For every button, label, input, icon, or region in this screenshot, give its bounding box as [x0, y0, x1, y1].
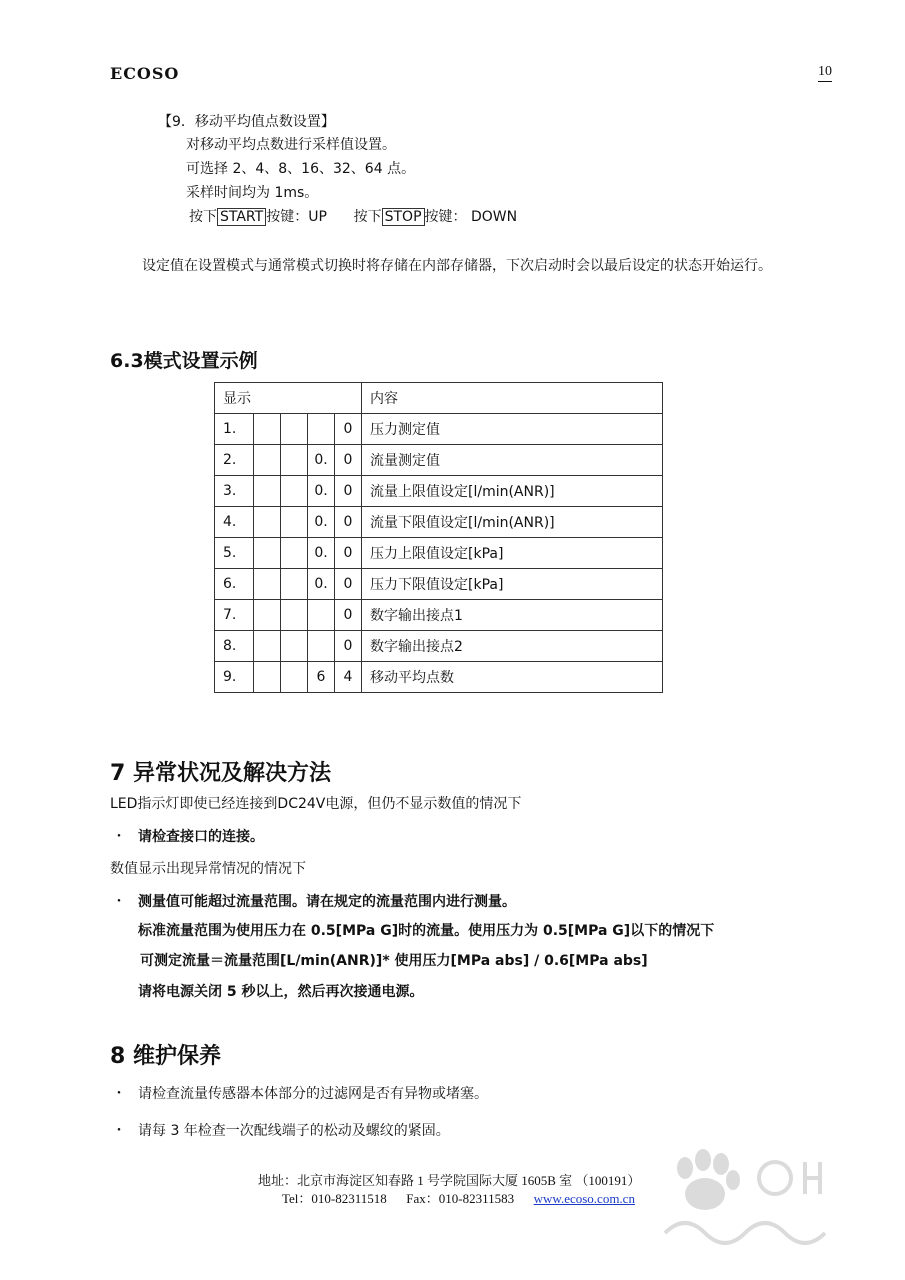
down-label: 按键： DOWN — [424, 209, 518, 225]
row-number: 6. — [215, 569, 254, 600]
case1-bullet: 请检查接口的连接。 — [138, 829, 264, 845]
digit-cell — [254, 507, 281, 538]
footer-contact — [282, 1188, 635, 1207]
press-label: 按下 — [353, 209, 382, 225]
header-display: 显示 — [215, 383, 362, 414]
section8-title: 8 维护保养 — [110, 1044, 221, 1069]
section9-line: 可选择 2、4、8、16、32、64 点。 — [186, 161, 416, 177]
digit-cell — [281, 414, 308, 445]
watermark-paw-icon — [625, 1138, 865, 1258]
digit-cell: 0 — [335, 414, 362, 445]
brand-logo: ECOSO — [110, 64, 180, 83]
digit-cell — [281, 476, 308, 507]
digit-cell — [281, 569, 308, 600]
maintenance-item: 请每 3 年检查一次配线端子的松动及螺纹的紧固。 — [138, 1123, 450, 1139]
row-number: 7. — [215, 600, 254, 631]
case2-text: 数值显示出现异常情况的情况下 — [110, 861, 306, 877]
stop-key: STOP — [382, 208, 425, 226]
digit-cell — [281, 631, 308, 662]
digit-cell — [281, 507, 308, 538]
start-key: START — [217, 208, 266, 226]
digit-cell — [254, 538, 281, 569]
row-number: 2. — [215, 445, 254, 476]
digit-cell: 0 — [335, 507, 362, 538]
section9-line: 采样时间均为 1ms。 — [186, 185, 319, 201]
table-row — [215, 662, 663, 693]
digit-cell: 0 — [335, 445, 362, 476]
digit-cell — [254, 414, 281, 445]
digit-cell — [254, 445, 281, 476]
row-content: 压力上限值设定[kPa] — [362, 538, 663, 569]
digit-cell: 4 — [335, 662, 362, 693]
table-row — [215, 476, 663, 507]
digit-cell: 0. — [308, 507, 335, 538]
table-row — [215, 507, 663, 538]
row-number: 8. — [215, 631, 254, 662]
digit-cell — [308, 414, 335, 445]
digit-cell: 0 — [335, 600, 362, 631]
bullet-dot: ・ — [112, 894, 126, 910]
case2-line: 标准流量范围为使用压力在 0.5[MPa G]时的流量。使用压力为 0.5[MPa G]以下的情况下 — [138, 923, 715, 939]
row-content: 压力测定值 — [362, 414, 663, 445]
digit-cell: 0. — [308, 445, 335, 476]
maintenance-item: 请检查流量传感器本体部分的过滤网是否有异物或堵塞。 — [138, 1086, 488, 1102]
bullet-dot: ・ — [112, 829, 126, 845]
mode-table — [214, 382, 663, 693]
table-row — [215, 414, 663, 445]
digit-cell — [254, 600, 281, 631]
case2-formula: 可测定流量＝流量范围[L/min(ANR)]* 使用压力[MPa abs] / 0.6[MPa abs] — [140, 953, 648, 969]
table-header-row — [215, 383, 663, 414]
digit-cell: 0. — [308, 476, 335, 507]
section9-line: 对移动平均点数进行采样值设置。 — [186, 137, 396, 153]
digit-cell — [254, 631, 281, 662]
digit-cell: 6 — [308, 662, 335, 693]
digit-cell — [254, 662, 281, 693]
digit-cell — [308, 600, 335, 631]
digit-cell: 0. — [308, 538, 335, 569]
row-number: 9. — [215, 662, 254, 693]
digit-cell — [308, 631, 335, 662]
row-number: 3. — [215, 476, 254, 507]
row-number: 4. — [215, 507, 254, 538]
case1-text: LED指示灯即使已经连接到DC24V电源，但仍不显示数值的情况下 — [110, 796, 522, 812]
footer-address: 地址：北京市海淀区知春路 1 号学院国际大厦 1605B 室 （100191） — [258, 1173, 641, 1188]
table-row — [215, 569, 663, 600]
row-number: 1. — [215, 414, 254, 445]
table-row — [215, 445, 663, 476]
bullet-dot: ・ — [112, 1086, 126, 1102]
digit-cell — [281, 538, 308, 569]
row-content: 数字输出接点2 — [362, 631, 663, 662]
section9-key-line — [189, 205, 517, 229]
row-content: 数字输出接点1 — [362, 600, 663, 631]
table-row — [215, 631, 663, 662]
row-content: 流量下限值设定[l/min(ANR)] — [362, 507, 663, 538]
row-number: 5. — [215, 538, 254, 569]
digit-cell — [281, 662, 308, 693]
digit-cell: 0. — [308, 569, 335, 600]
case2-line: 请将电源关闭 5 秒以上，然后再次接通电源。 — [138, 984, 424, 1000]
section9-title: 【9．移动平均值点数设置】 — [158, 114, 335, 130]
digit-cell — [281, 445, 308, 476]
section7-title: 7 异常状况及解决方法 — [110, 761, 331, 786]
footer-tel: Tel：010-82311518 — [282, 1191, 387, 1206]
digit-cell: 0 — [335, 538, 362, 569]
table-row — [215, 538, 663, 569]
header-content: 内容 — [362, 383, 663, 414]
row-content: 压力下限值设定[kPa] — [362, 569, 663, 600]
page-number: 10 — [818, 64, 832, 82]
case2-bullet: 测量值可能超过流量范围。请在规定的流量范围内进行测量。 — [138, 894, 516, 910]
digit-cell — [254, 569, 281, 600]
press-label: 按下 — [189, 209, 217, 225]
table-row — [215, 600, 663, 631]
bullet-dot: ・ — [112, 1123, 126, 1139]
section63-title: 6.3模式设置示例 — [110, 350, 258, 372]
up-label: 按键：UP — [266, 209, 327, 225]
storage-note: 设定值在设置模式与通常模式切换时将存储在内部存储器，下次启动时会以最后设定的状态开始运行。 — [142, 258, 772, 274]
footer-fax: Fax：010-82311583 — [406, 1191, 515, 1206]
row-content: 流量上限值设定[l/min(ANR)] — [362, 476, 663, 507]
digit-cell: 0 — [335, 476, 362, 507]
footer-website-link[interactable]: www.ecoso.com.cn — [533, 1191, 635, 1206]
row-content: 移动平均点数 — [362, 662, 663, 693]
digit-cell: 0 — [335, 569, 362, 600]
row-content: 流量测定值 — [362, 445, 663, 476]
digit-cell — [254, 476, 281, 507]
digit-cell: 0 — [335, 631, 362, 662]
digit-cell — [281, 600, 308, 631]
